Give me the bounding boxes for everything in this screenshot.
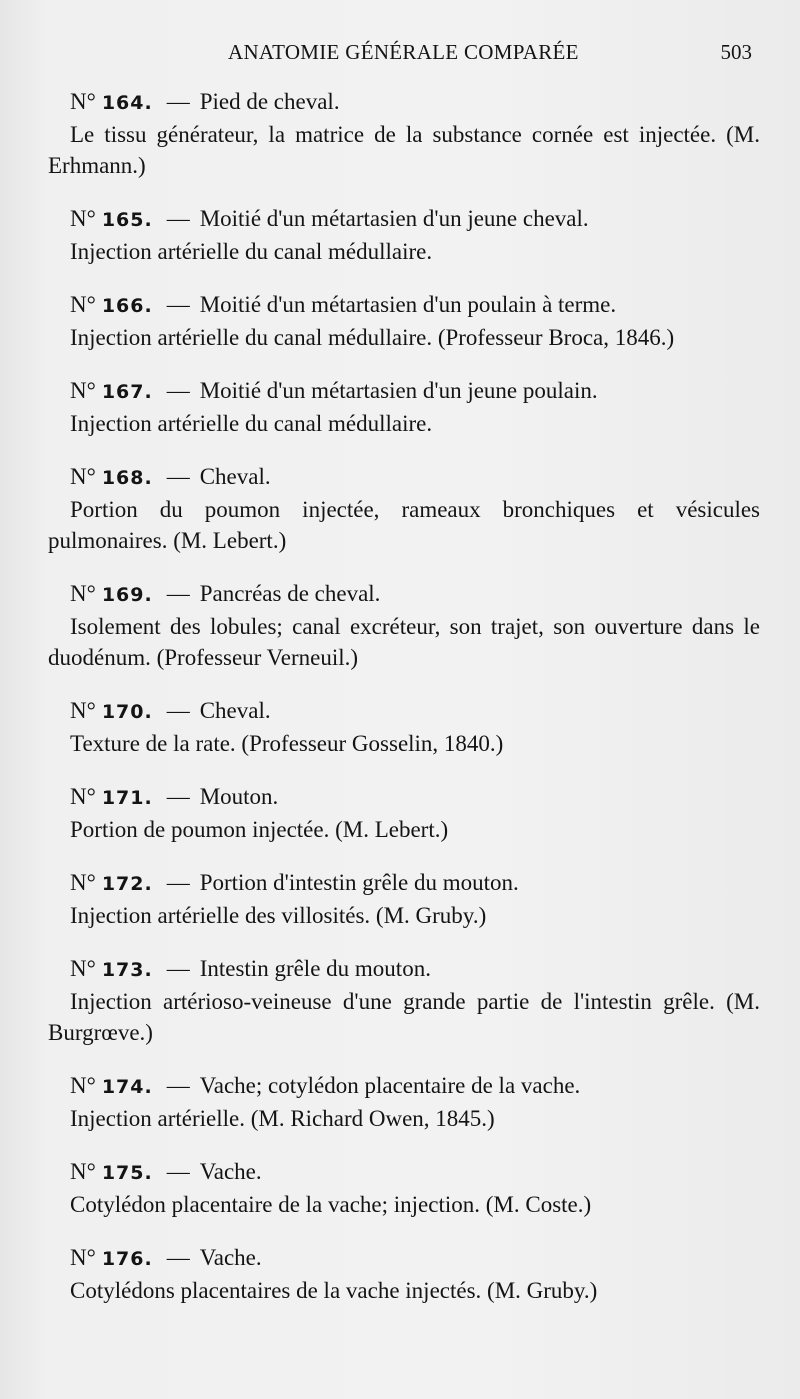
entry-number-prefix: N° xyxy=(70,698,96,723)
entry-dash: — xyxy=(166,89,190,114)
catalogue-entries xyxy=(48,86,760,1328)
entry-heading xyxy=(48,461,760,494)
entry-description: Isolement des lobules; canal excréteur, son trajet, son ouverture dans le duodénum. (Professeur Verneuil.) xyxy=(48,614,760,670)
entry-dash: — xyxy=(166,1159,190,1184)
catalogue-entry xyxy=(48,375,760,439)
catalogue-entry xyxy=(48,203,760,267)
entry-title: Moitié d'un métartasien d'un jeune poulain. xyxy=(199,378,598,403)
page-header xyxy=(0,40,800,70)
page-number: 503 xyxy=(720,40,752,64)
entry-number: 167. xyxy=(101,381,153,403)
entry-description: Injection artérielle des villosités. (M. Gruby.) xyxy=(70,903,487,928)
entry-description: Injection artérielle. (M. Richard Owen, 1845.) xyxy=(70,1106,495,1131)
catalogue-entry xyxy=(48,289,760,353)
entry-number-prefix: N° xyxy=(70,784,96,809)
entry-number: 164. xyxy=(101,92,153,114)
entry-heading xyxy=(48,289,760,322)
entry-dash: — xyxy=(166,784,190,809)
entry-title: Moitié d'un métartasien d'un jeune cheval. xyxy=(199,206,589,231)
entry-dash: — xyxy=(166,870,190,895)
catalogue-entry xyxy=(48,578,760,673)
entry-dash: — xyxy=(166,956,190,981)
entry-title: Pied de cheval. xyxy=(199,89,340,114)
entry-heading xyxy=(48,1242,760,1275)
entry-heading xyxy=(48,1156,760,1189)
catalogue-entry xyxy=(48,953,760,1048)
entry-title: Moitié d'un métartasien d'un poulain à terme. xyxy=(199,292,617,317)
entry-number: 165. xyxy=(101,209,153,231)
entry-title: Cheval. xyxy=(199,464,271,489)
entry-number: 166. xyxy=(101,295,153,317)
entry-heading xyxy=(48,203,760,236)
entry-number-prefix: N° xyxy=(70,581,96,606)
entry-dash: — xyxy=(166,581,190,606)
catalogue-entry xyxy=(48,1242,760,1306)
entry-heading xyxy=(48,953,760,986)
entry-heading xyxy=(48,86,760,119)
entry-description: Injection artérioso-veineuse d'une grande partie de l'intestin grêle. (M. Burgrœve.) xyxy=(48,989,760,1045)
entry-heading xyxy=(48,578,760,611)
entry-number-prefix: N° xyxy=(70,464,96,489)
entry-number: 173. xyxy=(101,959,153,981)
entry-dash: — xyxy=(166,698,190,723)
entry-description: Injection artérielle du canal médullaire. xyxy=(70,411,433,436)
catalogue-entry xyxy=(48,461,760,556)
entry-number: 170. xyxy=(101,701,153,723)
entry-dash: — xyxy=(166,464,190,489)
entry-title: Vache. xyxy=(199,1245,262,1270)
entry-number-prefix: N° xyxy=(70,956,96,981)
entry-number: 175. xyxy=(101,1162,153,1184)
entry-number-prefix: N° xyxy=(70,1073,96,1098)
catalogue-entry xyxy=(48,86,760,181)
entry-title: Mouton. xyxy=(199,784,279,809)
entry-dash: — xyxy=(166,206,190,231)
entry-number-prefix: N° xyxy=(70,378,96,403)
entry-description: Cotylédon placentaire de la vache; injection. (M. Coste.) xyxy=(70,1192,592,1217)
entry-title: Portion d'intestin grêle du mouton. xyxy=(199,870,519,895)
entry-title: Intestin grêle du mouton. xyxy=(199,956,431,981)
entry-number: 174. xyxy=(101,1076,153,1098)
entry-number: 168. xyxy=(101,467,153,489)
entry-description: Cotylédons placentaires de la vache injectés. (M. Gruby.) xyxy=(70,1278,598,1303)
entry-number: 171. xyxy=(101,787,153,809)
running-title: ANATOMIE GÉNÉRALE COMPARÉE xyxy=(228,40,579,64)
entry-number: 169. xyxy=(101,584,153,606)
entry-number-prefix: N° xyxy=(70,1159,96,1184)
entry-description: Injection artérielle du canal médullaire. xyxy=(70,239,433,264)
entry-number: 172. xyxy=(101,873,153,895)
entry-number-prefix: N° xyxy=(70,206,96,231)
catalogue-entry xyxy=(48,1156,760,1220)
entry-description: Texture de la rate. (Professeur Gosselin, 1840.) xyxy=(70,731,504,756)
entry-title: Cheval. xyxy=(199,698,271,723)
catalogue-entry xyxy=(48,867,760,931)
catalogue-entry xyxy=(48,695,760,759)
catalogue-entry xyxy=(48,1070,760,1134)
entry-description: Le tissu générateur, la matrice de la substance cornée est injectée. (M. Erhmann.) xyxy=(48,122,760,178)
entry-number: 176. xyxy=(101,1248,153,1270)
entry-number-prefix: N° xyxy=(70,292,96,317)
entry-number-prefix: N° xyxy=(70,870,96,895)
entry-title: Pancréas de cheval. xyxy=(199,581,381,606)
entry-heading xyxy=(48,867,760,900)
entry-dash: — xyxy=(166,1245,190,1270)
catalogue-entry xyxy=(48,781,760,845)
entry-dash: — xyxy=(166,1073,190,1098)
entry-description: Injection artérielle du canal médullaire. (Professeur Broca, 1846.) xyxy=(70,325,675,350)
entry-heading xyxy=(48,695,760,728)
entry-title: Vache; cotylédon placentaire de la vache. xyxy=(199,1073,581,1098)
entry-dash: — xyxy=(166,292,190,317)
entry-description: Portion de poumon injectée. (M. Lebert.) xyxy=(70,817,449,842)
entry-heading xyxy=(48,1070,760,1103)
entry-dash: — xyxy=(166,378,190,403)
entry-number-prefix: N° xyxy=(70,1245,96,1270)
entry-description: Portion du poumon injectée, rameaux bronchiques et vésicules pulmonaires. (M. Lebert.) xyxy=(48,497,760,553)
entry-heading xyxy=(48,781,760,814)
entry-number-prefix: N° xyxy=(70,89,96,114)
entry-heading xyxy=(48,375,760,408)
entry-title: Vache. xyxy=(199,1159,262,1184)
